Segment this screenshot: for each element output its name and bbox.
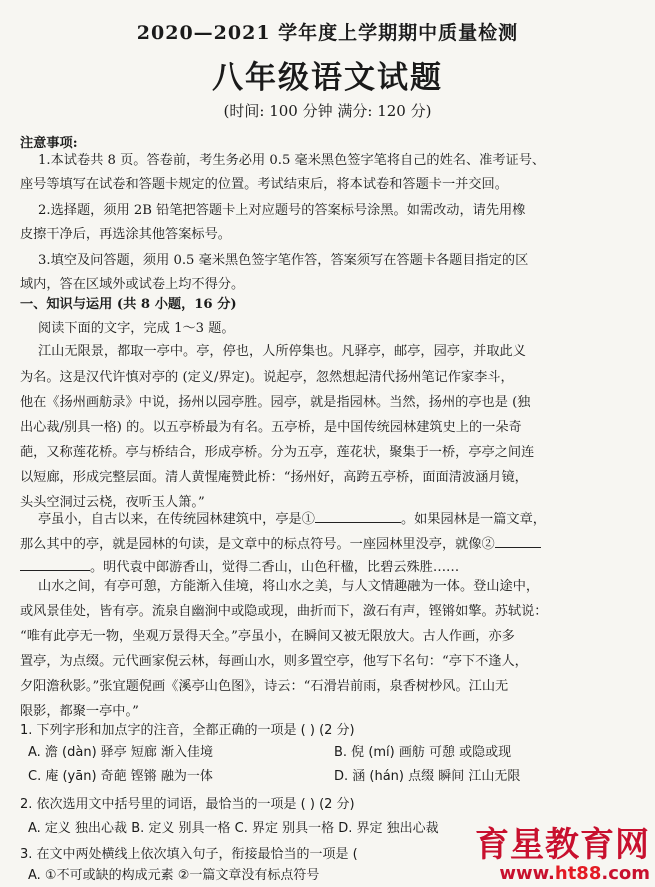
question-1-option-b[interactable]: B. 倪 (mí) 画舫 可憩 或隐或现 bbox=[334, 745, 512, 760]
question-2-stem: 2. 依次选用文中括号里的词语，最恰当的一项是 ( ) (2 分) bbox=[20, 797, 355, 812]
notice-line: 1.本试卷共 8 页。答卷前，考生务必用 0.5 毫米黑色签字笔将自己的姓名、准考证号、 bbox=[38, 153, 546, 168]
exam-meta: (时间: 100 分钟 满分: 120 分) bbox=[223, 102, 432, 120]
passage-line: 山水之间，有亭可憩，方能渐入佳境，将山水之美，与人文情趣融为一体。登山途中， bbox=[38, 579, 540, 594]
answer-blank-1[interactable] bbox=[315, 510, 401, 523]
passage-line: “唯有此亭无一物，坐观万景得天全。”亭虽小，在瞬间又被无限放大。古人作画，亦多 bbox=[20, 629, 515, 644]
watermark-logo bbox=[470, 826, 650, 884]
passage-line: 以短廊，形成完整层面。清人黄惺庵赞此桥：“扬州好，高跨五亭桥，面面清波涵月镜， bbox=[20, 470, 528, 485]
passage-line: 他在《扬州画舫录》中说，扬州以园亭胜。园亭，就是指园林。当然，扬州的亭也是 (独 bbox=[20, 395, 531, 410]
question-1-option-c[interactable]: C. 庵 (yān) 奇葩 铿锵 融为一体 bbox=[28, 769, 213, 784]
answer-blank-2-cont[interactable] bbox=[20, 558, 90, 571]
notice-line: 域内，答在区域外或试卷上均不得分。 bbox=[20, 277, 245, 292]
passage-line: 或风景佳处，皆有亭。流泉自幽涧中或隐或现，曲折而下，潋石有声，铿锵如擎。苏轼说： bbox=[20, 604, 548, 619]
passage-line: 置亭，为点缀。元代画家倪云林，每画山水，则多置空亭，他写下名句：“亭下不逢人， bbox=[20, 654, 528, 669]
passage-line-blank-2 bbox=[20, 535, 642, 553]
passage-line: 为名。这是汉代许慎对亭的 (定义/界定)。说起亭，忽然想起清代扬州笔记作家李斗， bbox=[20, 370, 514, 385]
watermark-brand: 育星教育网 bbox=[475, 825, 650, 865]
passage-line: 夕阳澹秋影。”张宜题倪画《溪亭山色图》，诗云：“石滑岩前雨，泉香树杪风。江山无 bbox=[20, 679, 509, 694]
exam-name: 2020—2021 学年度上学期期中质量检测 bbox=[136, 22, 519, 44]
question-1-option-d[interactable]: D. 涵 (hán) 点缀 瞬间 江山无限 bbox=[334, 769, 521, 784]
notice-line: 2.选择题，须用 2B 铅笔把答题卡上对应题号的答案标号涂黑。如需改动，请先用橡 bbox=[38, 203, 526, 218]
notice-line: 座号等填写在试卷和答题卡规定的位置。考试结束后，将本试卷和答题卡一并交回。 bbox=[20, 177, 508, 192]
question-3-option-a[interactable]: A. ①不可或缺的构成元素 ②一篇文章没有标点符号 bbox=[28, 868, 320, 883]
passage-line: 限影，都聚一亭中。” bbox=[20, 704, 139, 719]
question-3-stem: 3. 在文中两处横线上依次填入句子，衔接最恰当的一项是 ( bbox=[20, 847, 358, 862]
notice-line: 3.填空及问答题，须用 0.5 毫米黑色签字笔作答，答案须写在答题卡各题目指定的区 bbox=[38, 253, 529, 268]
passage-text: 。明代袁中郎游香山，觉得二香山，山色秆楹，比碧云殊胜…… bbox=[90, 560, 460, 575]
watermark-url: www.ht88.com bbox=[499, 863, 650, 884]
passage-line: 头头空洞过云桡，夜听玉人箫。” bbox=[20, 495, 205, 510]
passage-line: 出心裁/别具一格) 的。以五亭桥最为有名。五亭桥，是中国传统园林建筑史上的一朵奇 bbox=[20, 420, 522, 435]
passage-line: 江山无限景，都取一亭中。亭，停也，人所停集也。凡驿亭，邮亭，园亭，并取此义 bbox=[38, 344, 526, 359]
question-1-option-a[interactable]: A. 澹 (dàn) 驿亭 短廊 渐入佳境 bbox=[28, 745, 214, 760]
passage-line-blank-3 bbox=[20, 558, 642, 576]
passage-line-blank-1 bbox=[38, 510, 642, 528]
passage-text: 。如果园林是一篇文章， bbox=[400, 512, 546, 527]
notice-line: 皮擦干净后，再选涂其他答案标号。 bbox=[20, 227, 231, 242]
section-heading: 一、知识与运用 (共 8 小题，16 分) bbox=[20, 297, 237, 312]
notice-heading: 注意事项: bbox=[20, 136, 78, 151]
section-instruction: 阅读下面的文字，完成 1～3 题。 bbox=[38, 321, 235, 336]
passage-text: 亭虽小，自古以来，在传统园林建筑中，亭是① bbox=[38, 512, 315, 527]
answer-blank-2[interactable] bbox=[495, 535, 541, 548]
passage-line: 葩，又称莲花桥。亭与桥结合，形成亭桥。分为五亭，莲花状，聚集于一桥，亭亭之间连 bbox=[20, 445, 535, 460]
question-2-options[interactable]: A. 定义 独出心裁 B. 定义 别具一格 C. 界定 别具一格 D. 界定 独出心裁 bbox=[28, 821, 439, 836]
passage-text: 那么其中的亭，就是园林的句读，是文章中的标点符号。一座园林里没亭，就像② bbox=[20, 537, 495, 552]
page-title: 八年级语文试题 bbox=[212, 60, 443, 96]
question-1-stem: 1. 下列字形和加点字的注音，全都正确的一项是 ( ) (2 分) bbox=[20, 723, 355, 738]
